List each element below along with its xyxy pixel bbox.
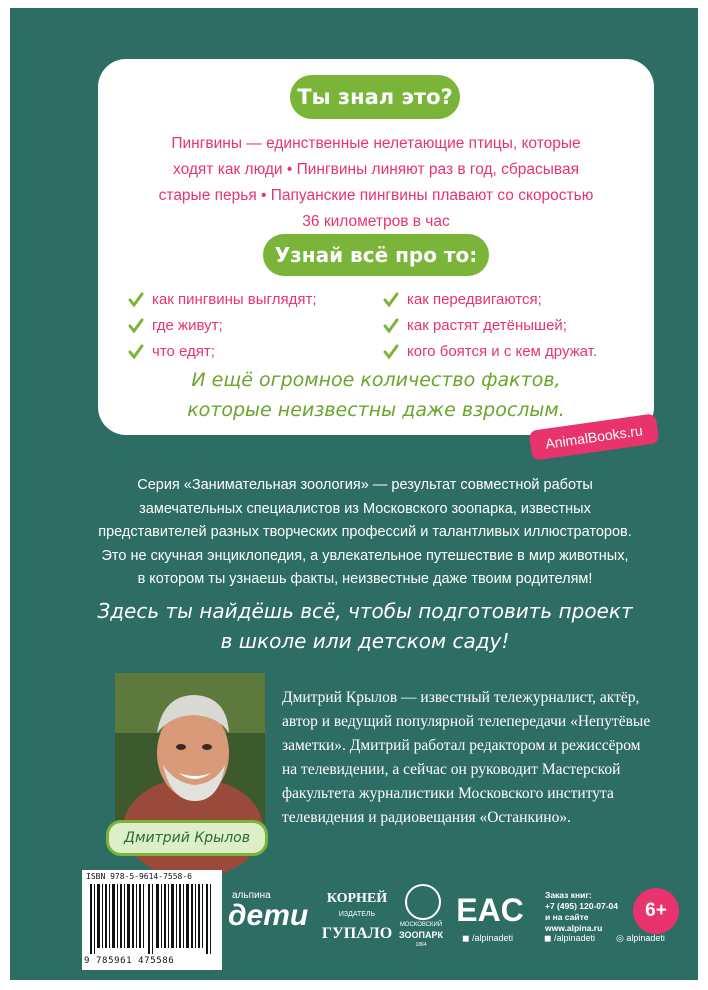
author-portrait-image bbox=[115, 673, 265, 823]
list-item-label: как растят детёнышей; bbox=[407, 317, 567, 334]
checkmark-icon bbox=[128, 344, 144, 360]
series-line: Это не скучная энциклопедия, а увлекательное путешествие в мир животных, bbox=[101, 547, 629, 564]
order-line: и на сайте bbox=[545, 912, 589, 922]
author-bio bbox=[282, 686, 672, 830]
series-line: замечательных специалистов из Московского зоопарка, известных bbox=[139, 500, 591, 517]
order-line: +7 (495) 120-07-04 bbox=[545, 901, 619, 911]
kvg-publisher-logo bbox=[321, 882, 393, 954]
fact-line: Пингвины — единственные нелетающие птицы, которые bbox=[171, 135, 581, 152]
checkmark-icon bbox=[383, 318, 399, 334]
order-line: Заказ книг: bbox=[545, 890, 592, 900]
social-vk: ◼ /alpinadeti bbox=[462, 933, 514, 943]
svg-text:КОРНЕЙ: КОРНЕЙ bbox=[326, 891, 388, 906]
project-tagline bbox=[70, 596, 660, 656]
more-line: которые неизвестны даже взрослым. bbox=[187, 399, 565, 421]
order-line: www.alpina.ru bbox=[545, 923, 603, 933]
checkmark-icon bbox=[128, 318, 144, 334]
author-photo bbox=[115, 673, 265, 823]
tagline-line: Здесь ты найдёшь всё, чтобы подготовить проект bbox=[97, 599, 633, 623]
book-back-cover bbox=[10, 8, 698, 980]
bio-line: Дмитрий Крылов — известный тележурналист, актёр, bbox=[282, 689, 640, 706]
card-subtitle: Узнай всё про то: bbox=[263, 234, 489, 276]
list-item-label: как передвигаются; bbox=[407, 291, 542, 308]
list-item bbox=[128, 287, 316, 313]
topics-list-right bbox=[383, 287, 597, 365]
ean-text: 9 785961 475586 bbox=[84, 956, 175, 966]
bio-line: телевидения и радиовещания «Останкино». bbox=[282, 809, 571, 826]
topics-list-left bbox=[128, 287, 316, 365]
isbn-text: ISBN 978-5-9614-7558-6 bbox=[86, 872, 192, 881]
facts-text bbox=[118, 131, 634, 235]
series-line: Серия «Занимательная зоология» — результат совместной работы bbox=[137, 477, 593, 493]
bio-line: факультета журналистики Московского института bbox=[282, 785, 614, 802]
social-facebook: ◼ /alpinadeti bbox=[544, 933, 596, 943]
barcode-bars bbox=[90, 884, 214, 954]
facts-card bbox=[98, 59, 654, 435]
social-instagram: ◎ alpinadeti bbox=[616, 933, 665, 943]
card-title: Ты знал это? bbox=[290, 75, 460, 119]
eac-mark-icon bbox=[456, 888, 524, 928]
zoo-logo-small: МОСКОВСКИЙ bbox=[399, 922, 443, 928]
zoo-emblem-icon bbox=[405, 884, 441, 920]
checkmark-icon bbox=[383, 292, 399, 308]
more-line: И ещё огромное количество фактов, bbox=[191, 369, 561, 391]
zoo-logo-year: 1864 bbox=[415, 942, 427, 948]
checkmark-icon bbox=[128, 292, 144, 308]
zoo-logo bbox=[395, 884, 447, 954]
barcode bbox=[82, 870, 222, 970]
list-item-label: кого боятся и с кем дружат. bbox=[407, 343, 598, 360]
website-tag: AnimalBooks.ru bbox=[529, 413, 660, 461]
bio-line: на телевидении, а сейчас он руководит Мастерской bbox=[282, 761, 621, 778]
instagram-icon: ◎ bbox=[616, 933, 627, 943]
list-item bbox=[128, 339, 316, 365]
more-facts-text bbox=[118, 365, 634, 425]
bio-line: автор и ведущий популярной телепередачи «Непутёвые bbox=[282, 713, 651, 730]
order-info bbox=[545, 890, 618, 934]
age-rating-badge: 6+ bbox=[633, 888, 679, 934]
vk-icon: ◼ bbox=[462, 933, 472, 943]
list-item bbox=[383, 313, 597, 339]
publisher-logo: дети bbox=[228, 899, 309, 932]
svg-text:ГУПАЛО: ГУПАЛО bbox=[321, 925, 393, 942]
series-line: в котором ты узнаешь факты, неизвестные даже твоим родителям! bbox=[137, 571, 593, 587]
author-name-tag: Дмитрий Крылов bbox=[106, 820, 268, 856]
checkmark-icon bbox=[383, 344, 399, 360]
svg-text:ИЗДАТЕЛЬ: ИЗДАТЕЛЬ bbox=[338, 911, 376, 918]
bio-line: заметки». Дмитрий работал редактором и режиссёром bbox=[282, 737, 641, 754]
svg-text:EAC: EAC bbox=[456, 892, 524, 928]
zoo-logo-big: ЗООПАРК bbox=[399, 930, 443, 940]
list-item bbox=[383, 287, 597, 313]
publisher-logo-small: альпина bbox=[232, 890, 271, 901]
facebook-icon: ◼ bbox=[544, 933, 554, 943]
list-item-label: как пингвины выглядят; bbox=[152, 291, 317, 308]
list-item-label: что едят; bbox=[152, 343, 215, 360]
list-item-label: где живут; bbox=[152, 317, 223, 334]
fact-line: ходят как люди • Пингвины линяют раз в год, сбрасывая bbox=[173, 161, 579, 178]
fact-line: старые перья • Папуанские пингвины плавают со скоростью bbox=[158, 187, 594, 204]
list-item bbox=[128, 313, 316, 339]
series-description bbox=[70, 474, 660, 592]
list-item bbox=[383, 339, 597, 365]
tagline-line: в школе или детском саду! bbox=[220, 629, 510, 653]
series-line: представителей разных творческих профессий и талантливых иллюстраторов. bbox=[98, 524, 632, 540]
fact-line: 36 километров в час bbox=[302, 213, 450, 230]
